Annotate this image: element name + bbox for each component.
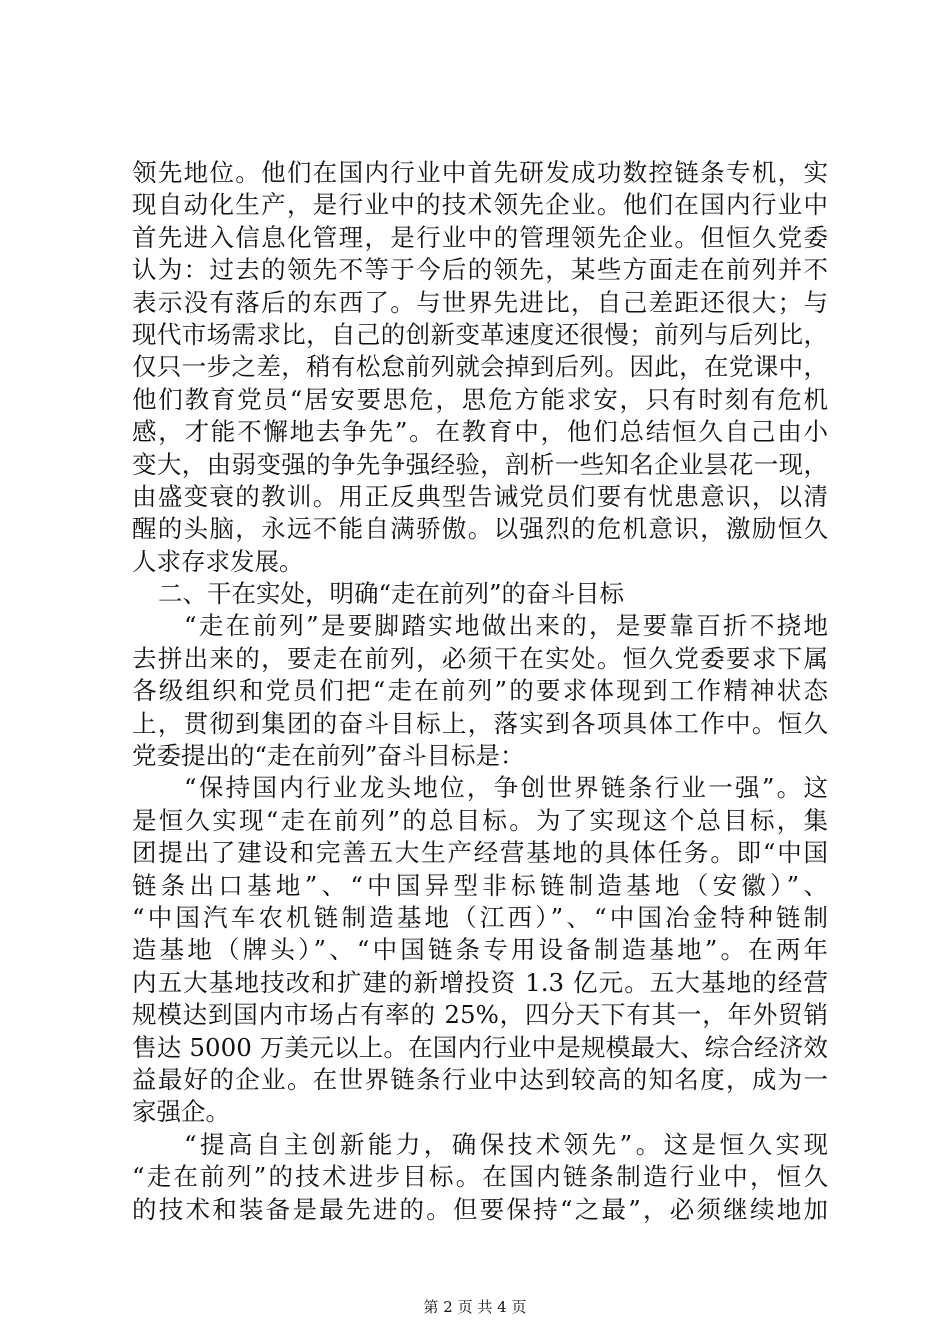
section-heading: 二、干在实处，明确“走在前列”的奋斗目标 [158,579,625,609]
text-line: 益最好的企业。在世界链条行业中达到较高的知名度，成为一 [132,1064,828,1094]
text-line: 人求存求发展。 [132,546,304,576]
page-footer [0,1297,950,1317]
text-line: 造基地（牌头）”、“中国链条专用设备制造基地”。在两年 [132,935,828,965]
text-line: “提高自主创新能力，确保技术领先”。这是恒久实现 [184,1129,828,1159]
text-line: 去拼出来的，要走在前列，必须干在实处。恒久党委要求下属 [132,643,828,673]
text-line: 链条出口基地”、“中国异型非标链制造基地（安徽）”、 [132,870,828,900]
text-line: 他们教育党员“居安要思危，思危方能求安，只有时刻有危机 [132,384,828,414]
text-line: 售达 5000 万美元以上。在国内行业中是规模最大、综合经济效 [132,1032,828,1062]
text-line: 党委提出的“走在前列”奋斗目标是： [132,741,525,771]
text-line: 仅只一步之差，稍有松怠前列就会掉到后列。因此，在党课中， [132,352,828,382]
text-line: 内五大基地技改和扩建的新增投资 1.3 亿元。五大基地的经营 [132,967,828,997]
text-line: 变大，由弱变强的争先争强经验，剖析一些知名企业昙花一现， [132,449,828,479]
text-line: 现自动化生产，是行业中的技术领先企业。他们在国内行业中 [132,190,828,220]
text-line: 各级组织和党员们把“走在前列”的要求体现到工作精神状态 [132,676,828,706]
text-line: 现代市场需求比，自己的创新变革速度还很慢；前列与后列比， [132,319,828,349]
text-line: “走在前列”是要脚踏实地做出来的，是要靠百折不挠地 [184,611,828,641]
text-line: 领先地位。他们在国内行业中首先研发成功数控链条专机，实 [132,158,828,187]
text-line: 首先进入信息化管理，是行业中的管理领先企业。但恒久党委 [132,222,828,252]
text-line: “保持国内行业龙头地位，争创世界链条行业一强”。这 [184,773,828,803]
document-body [132,157,828,1226]
text-line: 感，才能不懈地去争先”。在教育中，他们总结恒久自己由小 [132,417,828,447]
text-line: 上，贯彻到集团的奋斗目标上，落实到各项具体工作中。恒久 [132,708,828,738]
text-line: 家强企。 [132,1097,230,1127]
text-line: 表示没有落后的东西了。与世界先进比，自己差距还很大；与 [132,287,828,317]
text-line: 是恒久实现“走在前列”的总目标。为了实现这个总目标，集 [132,805,828,835]
page-number-label: 第 2 页 共 4 页 [423,1298,527,1316]
text-line: 规模达到国内市场占有率的 25%，四分天下有其一，年外贸销 [132,1000,828,1030]
text-line: “走在前列”的技术进步目标。在国内链条制造行业中，恒久 [132,1162,828,1192]
text-line: “中国汽车农机链制造基地（江西）”、“中国冶金特种链制 [132,902,828,932]
text-line: 的技术和装备是最先进的。但要保持“之最”，必须继续地加 [132,1194,828,1224]
text-line: 认为：过去的领先不等于今后的领先，某些方面走在前列并不 [132,255,828,285]
text-line: 团提出了建设和完善五大生产经营基地的具体任务。即“中国 [132,838,828,868]
text-line: 由盛变衰的教训。用正反典型告诫党员们要有忧患意识，以清 [132,481,828,511]
text-line: 醒的头脑，永远不能自满骄傲。以强烈的危机意识，激励恒久 [132,514,828,544]
